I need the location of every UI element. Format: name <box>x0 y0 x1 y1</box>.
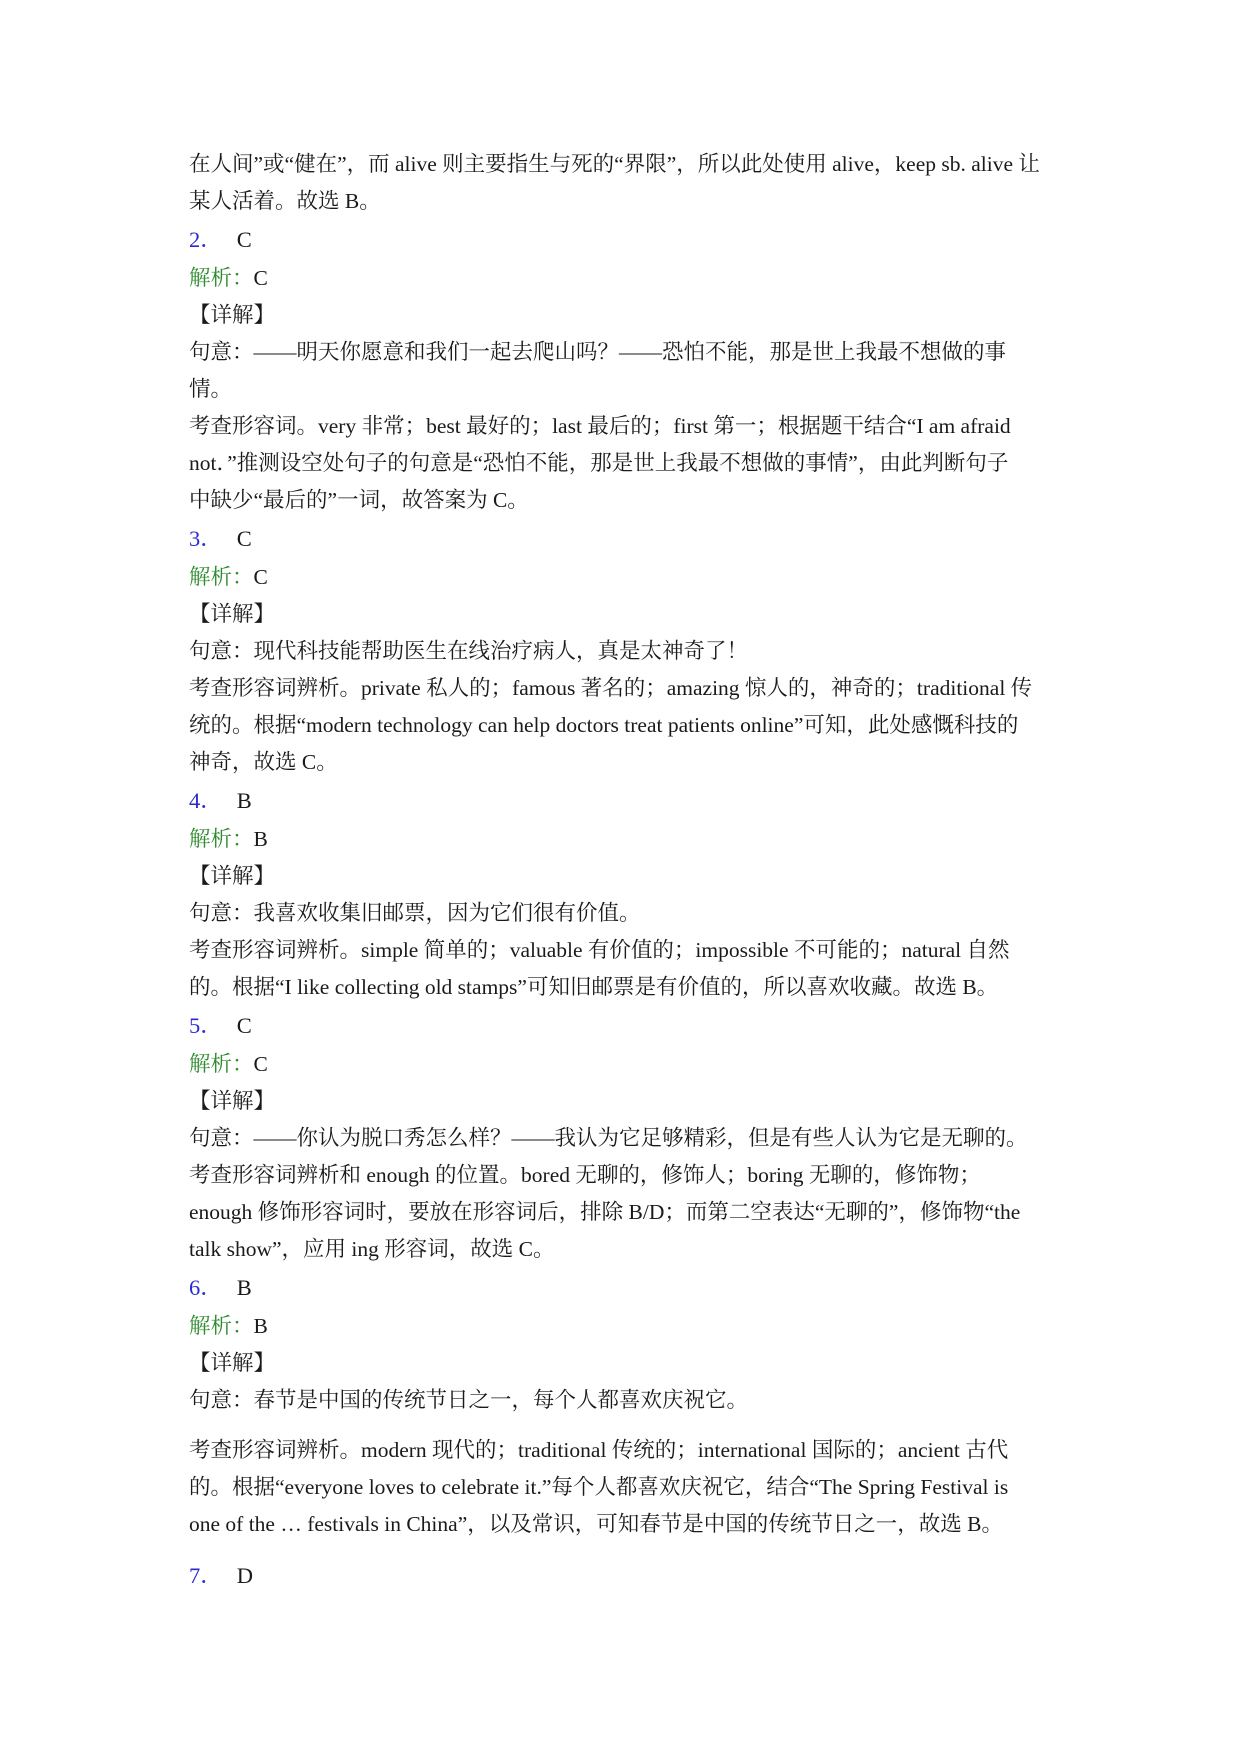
paragraph-gap <box>189 1543 1059 1556</box>
question-3 <box>189 519 1059 781</box>
question-index: 5． <box>189 1013 223 1038</box>
text-line: 考查形容词。very 非常；best 最好的；last 最后的；first 第一；根据题干结合“I am afraid <box>189 414 1011 438</box>
question-5 <box>189 1006 1059 1268</box>
question-index: 3． <box>189 526 223 551</box>
detail-heading: 【详解】 <box>189 602 276 626</box>
question-index: 2． <box>189 227 223 252</box>
question-index: 4． <box>189 788 223 813</box>
analysis-label: 解析： <box>189 827 254 851</box>
question-answer: B <box>236 1275 252 1300</box>
analysis-line <box>189 1046 1059 1083</box>
question-number <box>189 1268 1059 1308</box>
text-line: 情。 <box>189 377 233 401</box>
analysis-label: 解析： <box>189 565 254 589</box>
detail-heading: 【详解】 <box>189 1089 276 1113</box>
detail-heading: 【详解】 <box>189 864 276 888</box>
question-number <box>189 781 1059 821</box>
question-answer: B <box>236 788 252 813</box>
text-line: 考查形容词辨析。private 私人的；famous 著名的；amazing 惊人的，神奇的；traditional 传 <box>189 676 1033 700</box>
question-answer: C <box>236 1013 252 1038</box>
question-7 <box>189 1556 1059 1596</box>
text-line: 统的。根据“modern technology can help doctors treat patients online”可知，此处感慨科技的 <box>189 713 1019 737</box>
paragraph-gap <box>189 1419 1059 1432</box>
analysis-value: C <box>253 565 268 589</box>
question-index: 6． <box>189 1275 223 1300</box>
text-line: 某人活着。故选 B。 <box>189 189 381 213</box>
analysis-label: 解析： <box>189 1052 254 1076</box>
question-answer: D <box>236 1563 254 1588</box>
analysis-value: B <box>253 827 268 851</box>
text-line: 句意：现代科技能帮助医生在线治疗病人，真是太神奇了！ <box>189 639 749 663</box>
text-line: 句意：春节是中国的传统节日之一，每个人都喜欢庆祝它。 <box>189 1388 749 1412</box>
question-6 <box>189 1268 1059 1556</box>
text-line: 句意：我喜欢收集旧邮票，因为它们很有价值。 <box>189 901 641 925</box>
text-line: 神奇，故选 C。 <box>189 750 338 774</box>
question-answer: C <box>236 227 252 252</box>
text-line: 句意：——你认为脱口秀怎么样？——我认为它足够精彩，但是有些人认为它是无聊的。 <box>189 1126 1028 1150</box>
analysis-line <box>189 559 1059 596</box>
text-line: 的。根据“I like collecting old stamps”可知旧邮票是有价值的，所以喜欢收藏。故选 B。 <box>189 975 999 999</box>
question-index: 7． <box>189 1563 223 1588</box>
analysis-value: C <box>253 1052 268 1076</box>
analysis-label: 解析： <box>189 266 254 290</box>
text-line: one of the … festivals in China”，以及常识，可知春节是中国的传统节日之一，故选 B。 <box>189 1512 1003 1536</box>
text-line: 考查形容词辨析和 enough 的位置。bored 无聊的，修饰人；boring 无聊的，修饰物； <box>189 1163 981 1187</box>
analysis-line <box>189 821 1059 858</box>
answer-content <box>189 146 1059 1596</box>
question-2 <box>189 220 1059 519</box>
text-line: 考查形容词辨析。simple 简单的；valuable 有价值的；impossible 不可能的；natural 自然 <box>189 938 1010 962</box>
text-line: 中缺少“最后的”一词，故答案为 C。 <box>189 488 529 512</box>
text-line: 考查形容词辨析。modern 现代的；traditional 传统的；international 国际的；ancient 古代 <box>189 1438 1009 1462</box>
text-line: 句意：——明天你愿意和我们一起去爬山吗？——恐怕不能，那是世上我最不想做的事 <box>189 340 1007 364</box>
text-line: not．”推测设空处句子的句意是“恐怕不能，那是世上我最不想做的事情”，由此判断句子 <box>189 451 1009 475</box>
question-number <box>189 1006 1059 1046</box>
question-number <box>189 519 1059 559</box>
question-number <box>189 220 1059 260</box>
detail-heading: 【详解】 <box>189 303 276 327</box>
text-line: enough 修饰形容词时，要放在形容词后，排除 B/D；而第二空表达“无聊的”，修饰物“the <box>189 1200 1021 1224</box>
analysis-line <box>189 1308 1059 1345</box>
analysis-line <box>189 260 1059 297</box>
q1-explanation-tail <box>189 146 1059 220</box>
detail-heading: 【详解】 <box>189 1351 276 1375</box>
question-4 <box>189 781 1059 1006</box>
analysis-label: 解析： <box>189 1314 254 1338</box>
question-number <box>189 1556 1059 1596</box>
analysis-value: C <box>253 266 268 290</box>
text-line: 的。根据“everyone loves to celebrate it.”每个人都喜欢庆祝它，结合“The Spring Festival is <box>189 1475 1009 1499</box>
analysis-value: B <box>253 1314 268 1338</box>
text-line: talk show”，应用 ing 形容词，故选 C。 <box>189 1237 555 1261</box>
question-answer: C <box>236 526 252 551</box>
text-line: 在人间”或“健在”，而 alive 则主要指生与死的“界限”，所以此处使用 alive，keep sb. alive 让 <box>189 152 1040 176</box>
